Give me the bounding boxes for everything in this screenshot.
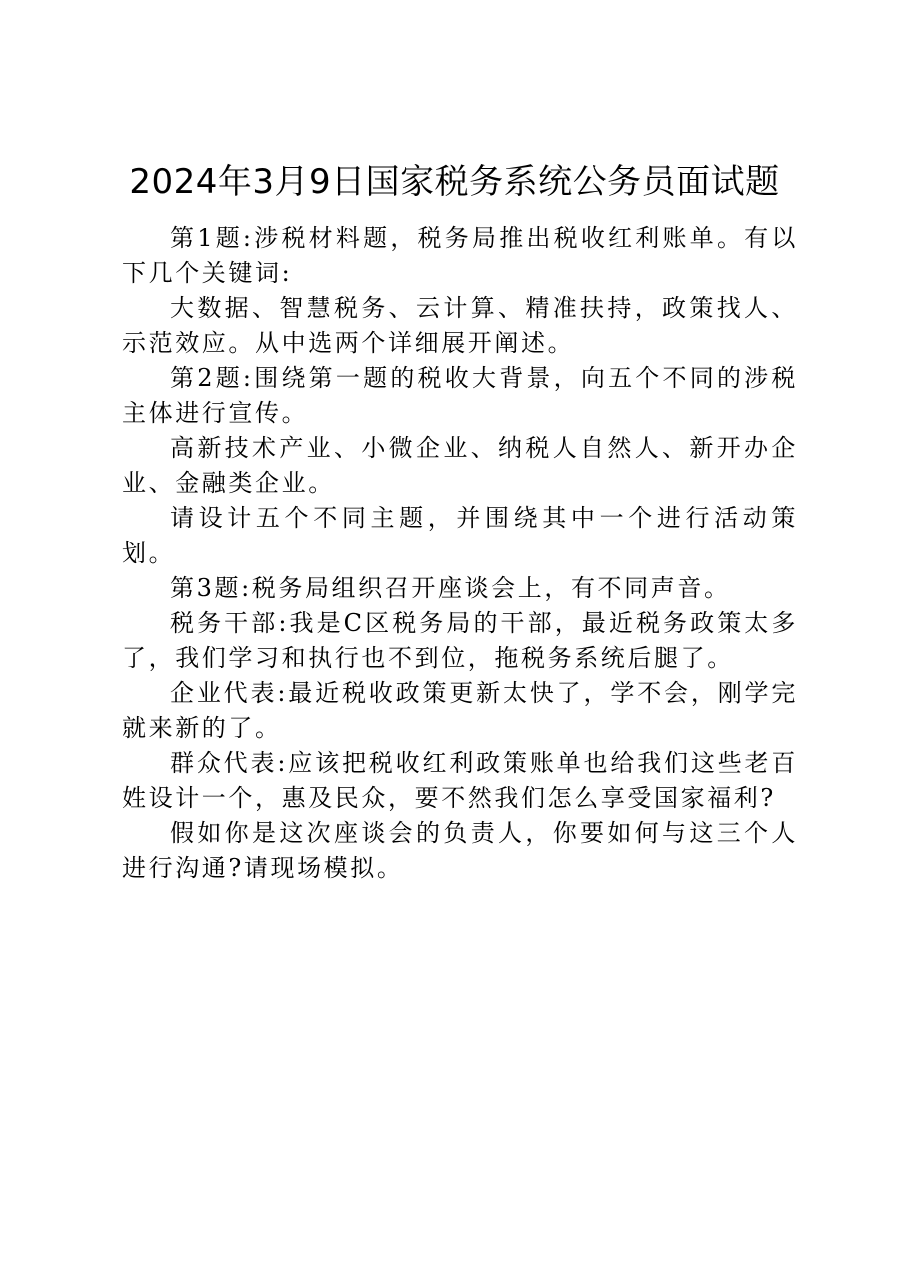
paragraph-final-task: 假如你是这次座谈会的负责人，你要如何与这三个人进行沟通?请现场模拟。 — [122, 819, 798, 882]
paragraph-keywords: 大数据、智慧税务、云计算、精准扶持，政策找人、示范效应。从中选两个详细展开阐述。 — [122, 294, 798, 357]
paragraph-public-rep: 群众代表:应该把税收红利政策账单也给我们这些老百姓设计一个，惠及民众，要不然我们怎么享受国家福利? — [122, 749, 798, 812]
paragraph-question-3: 第3题:税务局组织召开座谈会上，有不同声音。 — [170, 574, 731, 602]
document-body — [122, 221, 798, 886]
paragraph-question-2: 第2题:围绕第一题的税收大背景，向五个不同的涉税主体进行宣传。 — [122, 364, 798, 427]
paragraph-tax-official: 税务干部:我是C区税务局的干部，最近税务政策太多了，我们学习和执行也不到位，拖税务系统后腿了。 — [122, 609, 798, 672]
document-title: 2024年3月9日国家税务系统公务员面试题 — [129, 162, 780, 202]
paragraph-question-1: 第1题:涉税材料题，税务局推出税收红利账单。有以下几个关键词: — [122, 224, 798, 287]
paragraph-enterprise-rep: 企业代表:最近税收政策更新太快了，学不会，刚学完就来新的了。 — [122, 679, 798, 742]
paragraph-task: 请设计五个不同主题，并围绕其中一个进行活动策划。 — [122, 504, 798, 567]
paragraph-subjects: 高新技术产业、小微企业、纳税人自然人、新开办企业、金融类企业。 — [122, 434, 798, 497]
